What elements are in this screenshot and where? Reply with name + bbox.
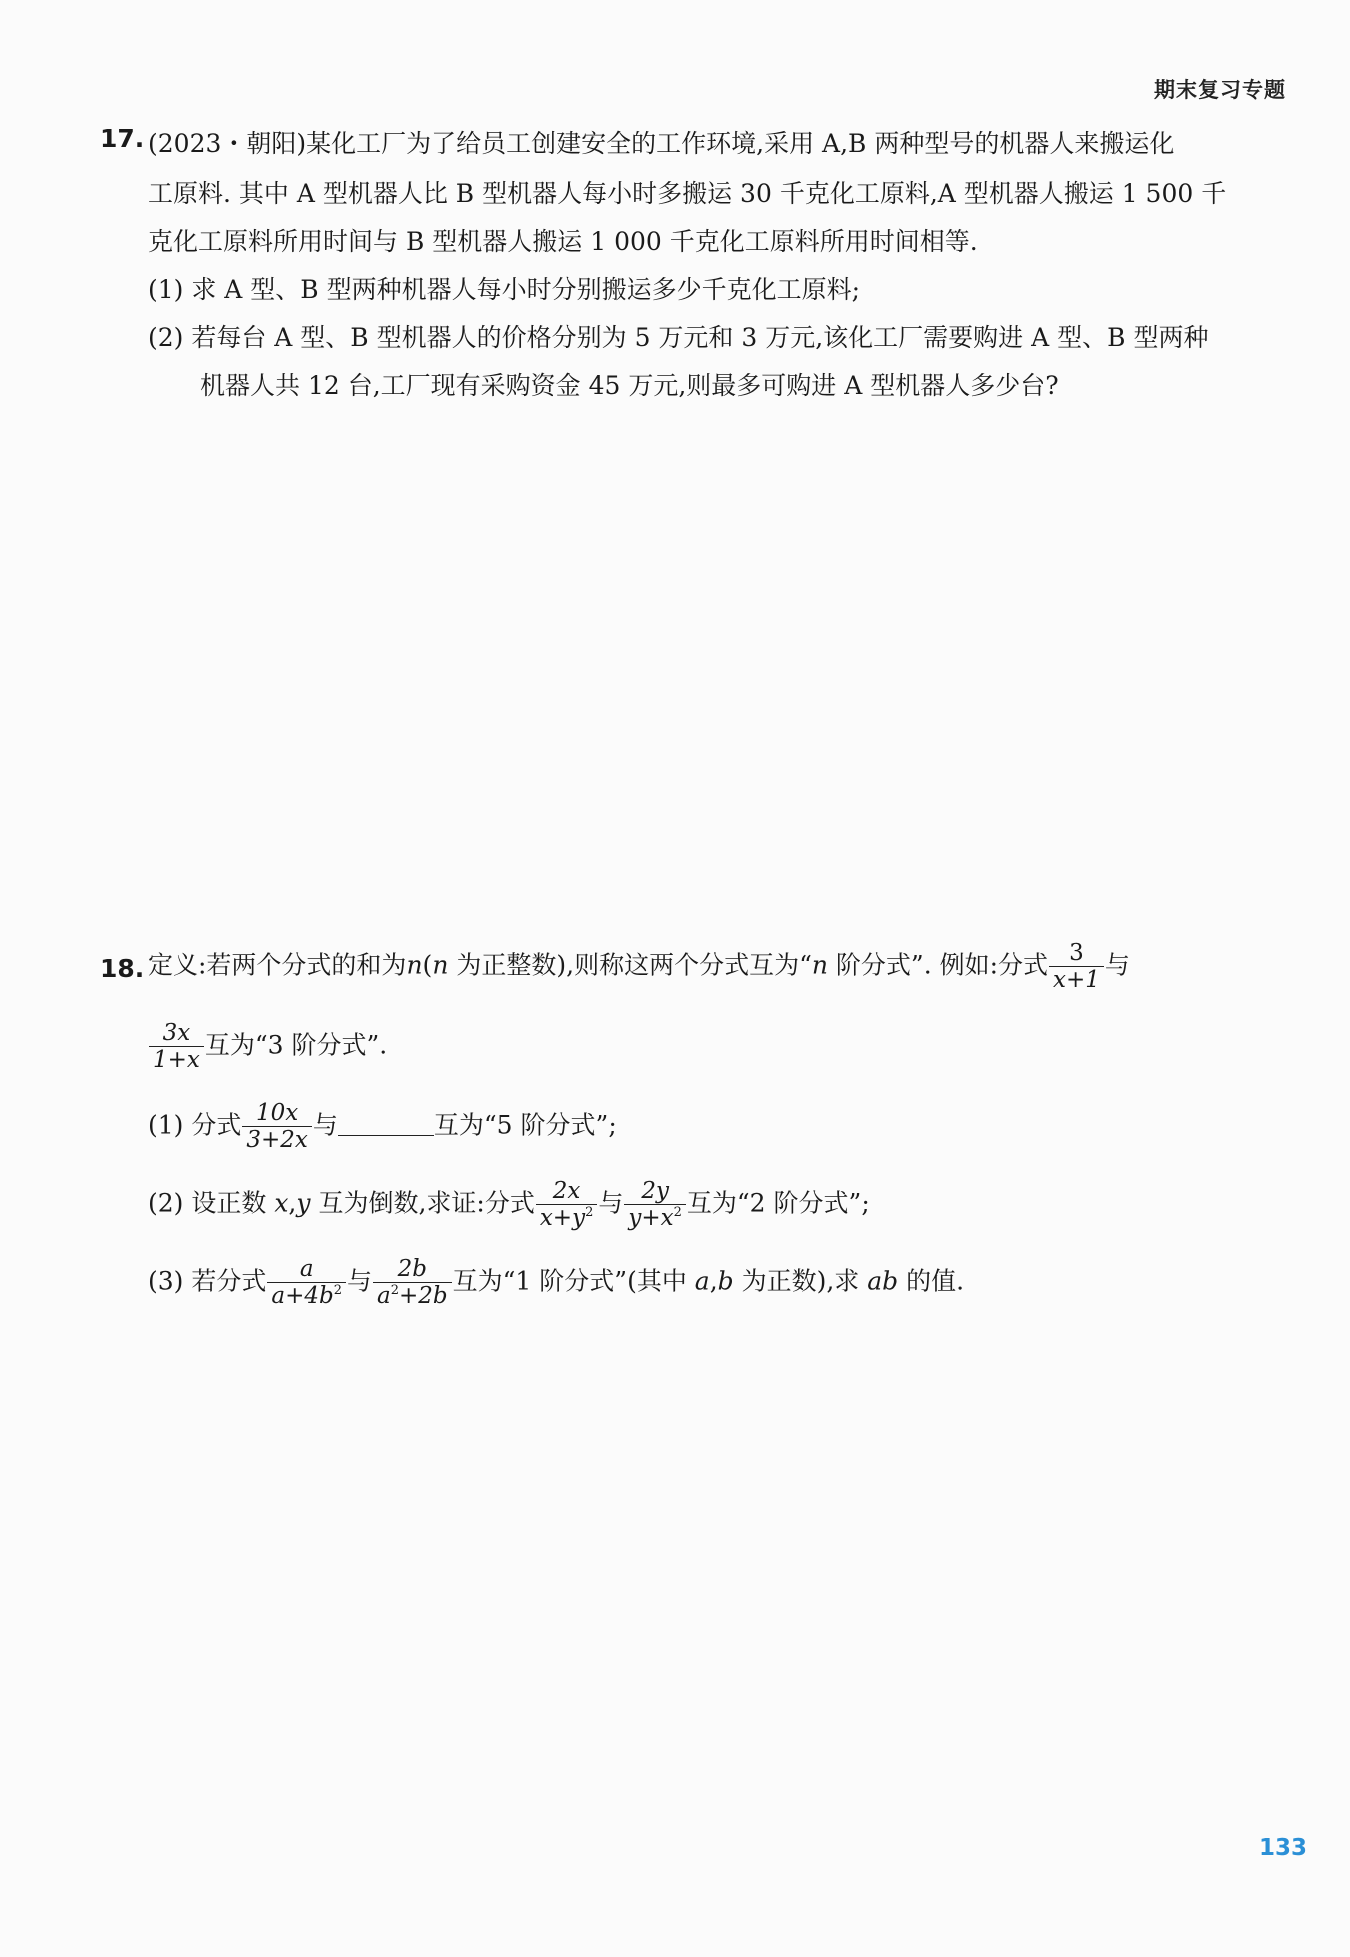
denominator xyxy=(373,1282,452,1309)
text: 定义:若两个分式的和为 xyxy=(148,950,407,980)
var-b: b xyxy=(717,1266,734,1296)
denominator: x+1 xyxy=(1049,966,1104,993)
den-text: +2b xyxy=(399,1283,448,1310)
var-ab: ab xyxy=(867,1266,899,1296)
sub-question-3 xyxy=(148,1256,964,1310)
text: , xyxy=(709,1266,718,1296)
denominator: 1+x xyxy=(149,1046,204,1073)
text: ( xyxy=(422,950,433,980)
problem-text-line: 克化工原料所用时间与 B 型机器人搬运 1 000 千克化工原料所用时间相等. xyxy=(148,227,978,256)
fraction xyxy=(373,1256,452,1310)
text: 互为“2 阶分式”; xyxy=(686,1188,870,1218)
text: 互为“1 阶分式”(其中 xyxy=(452,1266,695,1296)
numerator: 10x xyxy=(256,1100,299,1126)
text: 的值. xyxy=(898,1266,965,1296)
text: 与 xyxy=(312,1110,338,1140)
sub-question-2 xyxy=(148,1178,870,1232)
text: (3) 若分式 xyxy=(148,1266,267,1296)
var-n: n xyxy=(811,950,828,980)
denominator xyxy=(536,1204,598,1231)
den-text: a+4b xyxy=(271,1283,334,1310)
text: 互为“5 阶分式”; xyxy=(433,1110,617,1140)
problem-number: 17. xyxy=(100,124,145,153)
numerator: a xyxy=(299,1256,314,1282)
var-x: x xyxy=(274,1188,289,1218)
answer-blank[interactable] xyxy=(338,1113,434,1136)
text: 与 xyxy=(598,1188,624,1218)
var-n: n xyxy=(406,950,423,980)
fraction xyxy=(536,1178,598,1232)
problem-number: 18. xyxy=(100,954,145,983)
numerator: 2b xyxy=(397,1256,428,1282)
text: , xyxy=(288,1188,297,1218)
problem-text-line: 工原料. 其中 A 型机器人比 B 型机器人每小时多搬运 30 千克化工原料,A 型机器人搬运 1 500 千 xyxy=(148,179,1227,208)
den-text: a xyxy=(377,1283,391,1310)
text: 为正整数),则称这两个分式互为“ xyxy=(448,950,812,980)
exponent: 2 xyxy=(390,1283,400,1299)
problem-text-line: (2023・朝阳)某化工厂为了给员工创建安全的工作环境,采用 A,B 两种型号的机器人来搬运化 xyxy=(148,129,1175,158)
exponent: 2 xyxy=(673,1205,682,1221)
text: (2) 设正数 xyxy=(148,1188,275,1218)
numerator: 3x xyxy=(162,1020,191,1046)
sub-question-1: (1) 求 A 型、B 型两种机器人每小时分别搬运多少千克化工原料; xyxy=(148,275,861,304)
sub-question-1 xyxy=(148,1100,617,1154)
sub-question-2-cont: 机器人共 12 台,工厂现有采购资金 45 万元,则最多可购进 A 型机器人多少台? xyxy=(200,371,1059,400)
numerator: 2x xyxy=(552,1178,581,1204)
numerator: 3 xyxy=(1069,940,1084,966)
exponent: 2 xyxy=(333,1283,342,1299)
definition-line-2 xyxy=(148,1020,387,1074)
numerator: 2y xyxy=(641,1178,669,1204)
denominator: 3+2x xyxy=(242,1126,312,1153)
text: 互为“3 阶分式”. xyxy=(204,1030,388,1060)
denominator xyxy=(624,1204,686,1231)
fraction-example-2 xyxy=(149,1020,204,1074)
den-text: y+x xyxy=(628,1205,674,1232)
definition-line xyxy=(148,940,1130,994)
denominator xyxy=(267,1282,346,1309)
sub-question-2: (2) 若每台 A 型、B 型机器人的价格分别为 5 万元和 3 万元,该化工厂需要购进 A 型、B 型两种 xyxy=(148,323,1209,352)
fraction-example-1 xyxy=(1049,940,1104,994)
fraction xyxy=(242,1100,312,1154)
var-n: n xyxy=(432,950,449,980)
den-text: x+y xyxy=(539,1205,586,1232)
text: 与 xyxy=(1104,950,1130,980)
fraction xyxy=(624,1178,686,1232)
exponent: 2 xyxy=(585,1205,594,1221)
text: 互为倒数,求证:分式 xyxy=(310,1188,535,1218)
text: 为正数),求 xyxy=(733,1266,868,1296)
var-a: a xyxy=(694,1266,710,1296)
text: 阶分式”. 例如:分式 xyxy=(827,950,1049,980)
fraction xyxy=(267,1256,346,1310)
text: 与 xyxy=(347,1266,373,1296)
text: (1) 分式 xyxy=(148,1110,242,1140)
var-y: y xyxy=(296,1188,311,1218)
page-header-title: 期末复习专题 xyxy=(1154,78,1286,102)
page-number: 133 xyxy=(1258,1835,1307,1861)
